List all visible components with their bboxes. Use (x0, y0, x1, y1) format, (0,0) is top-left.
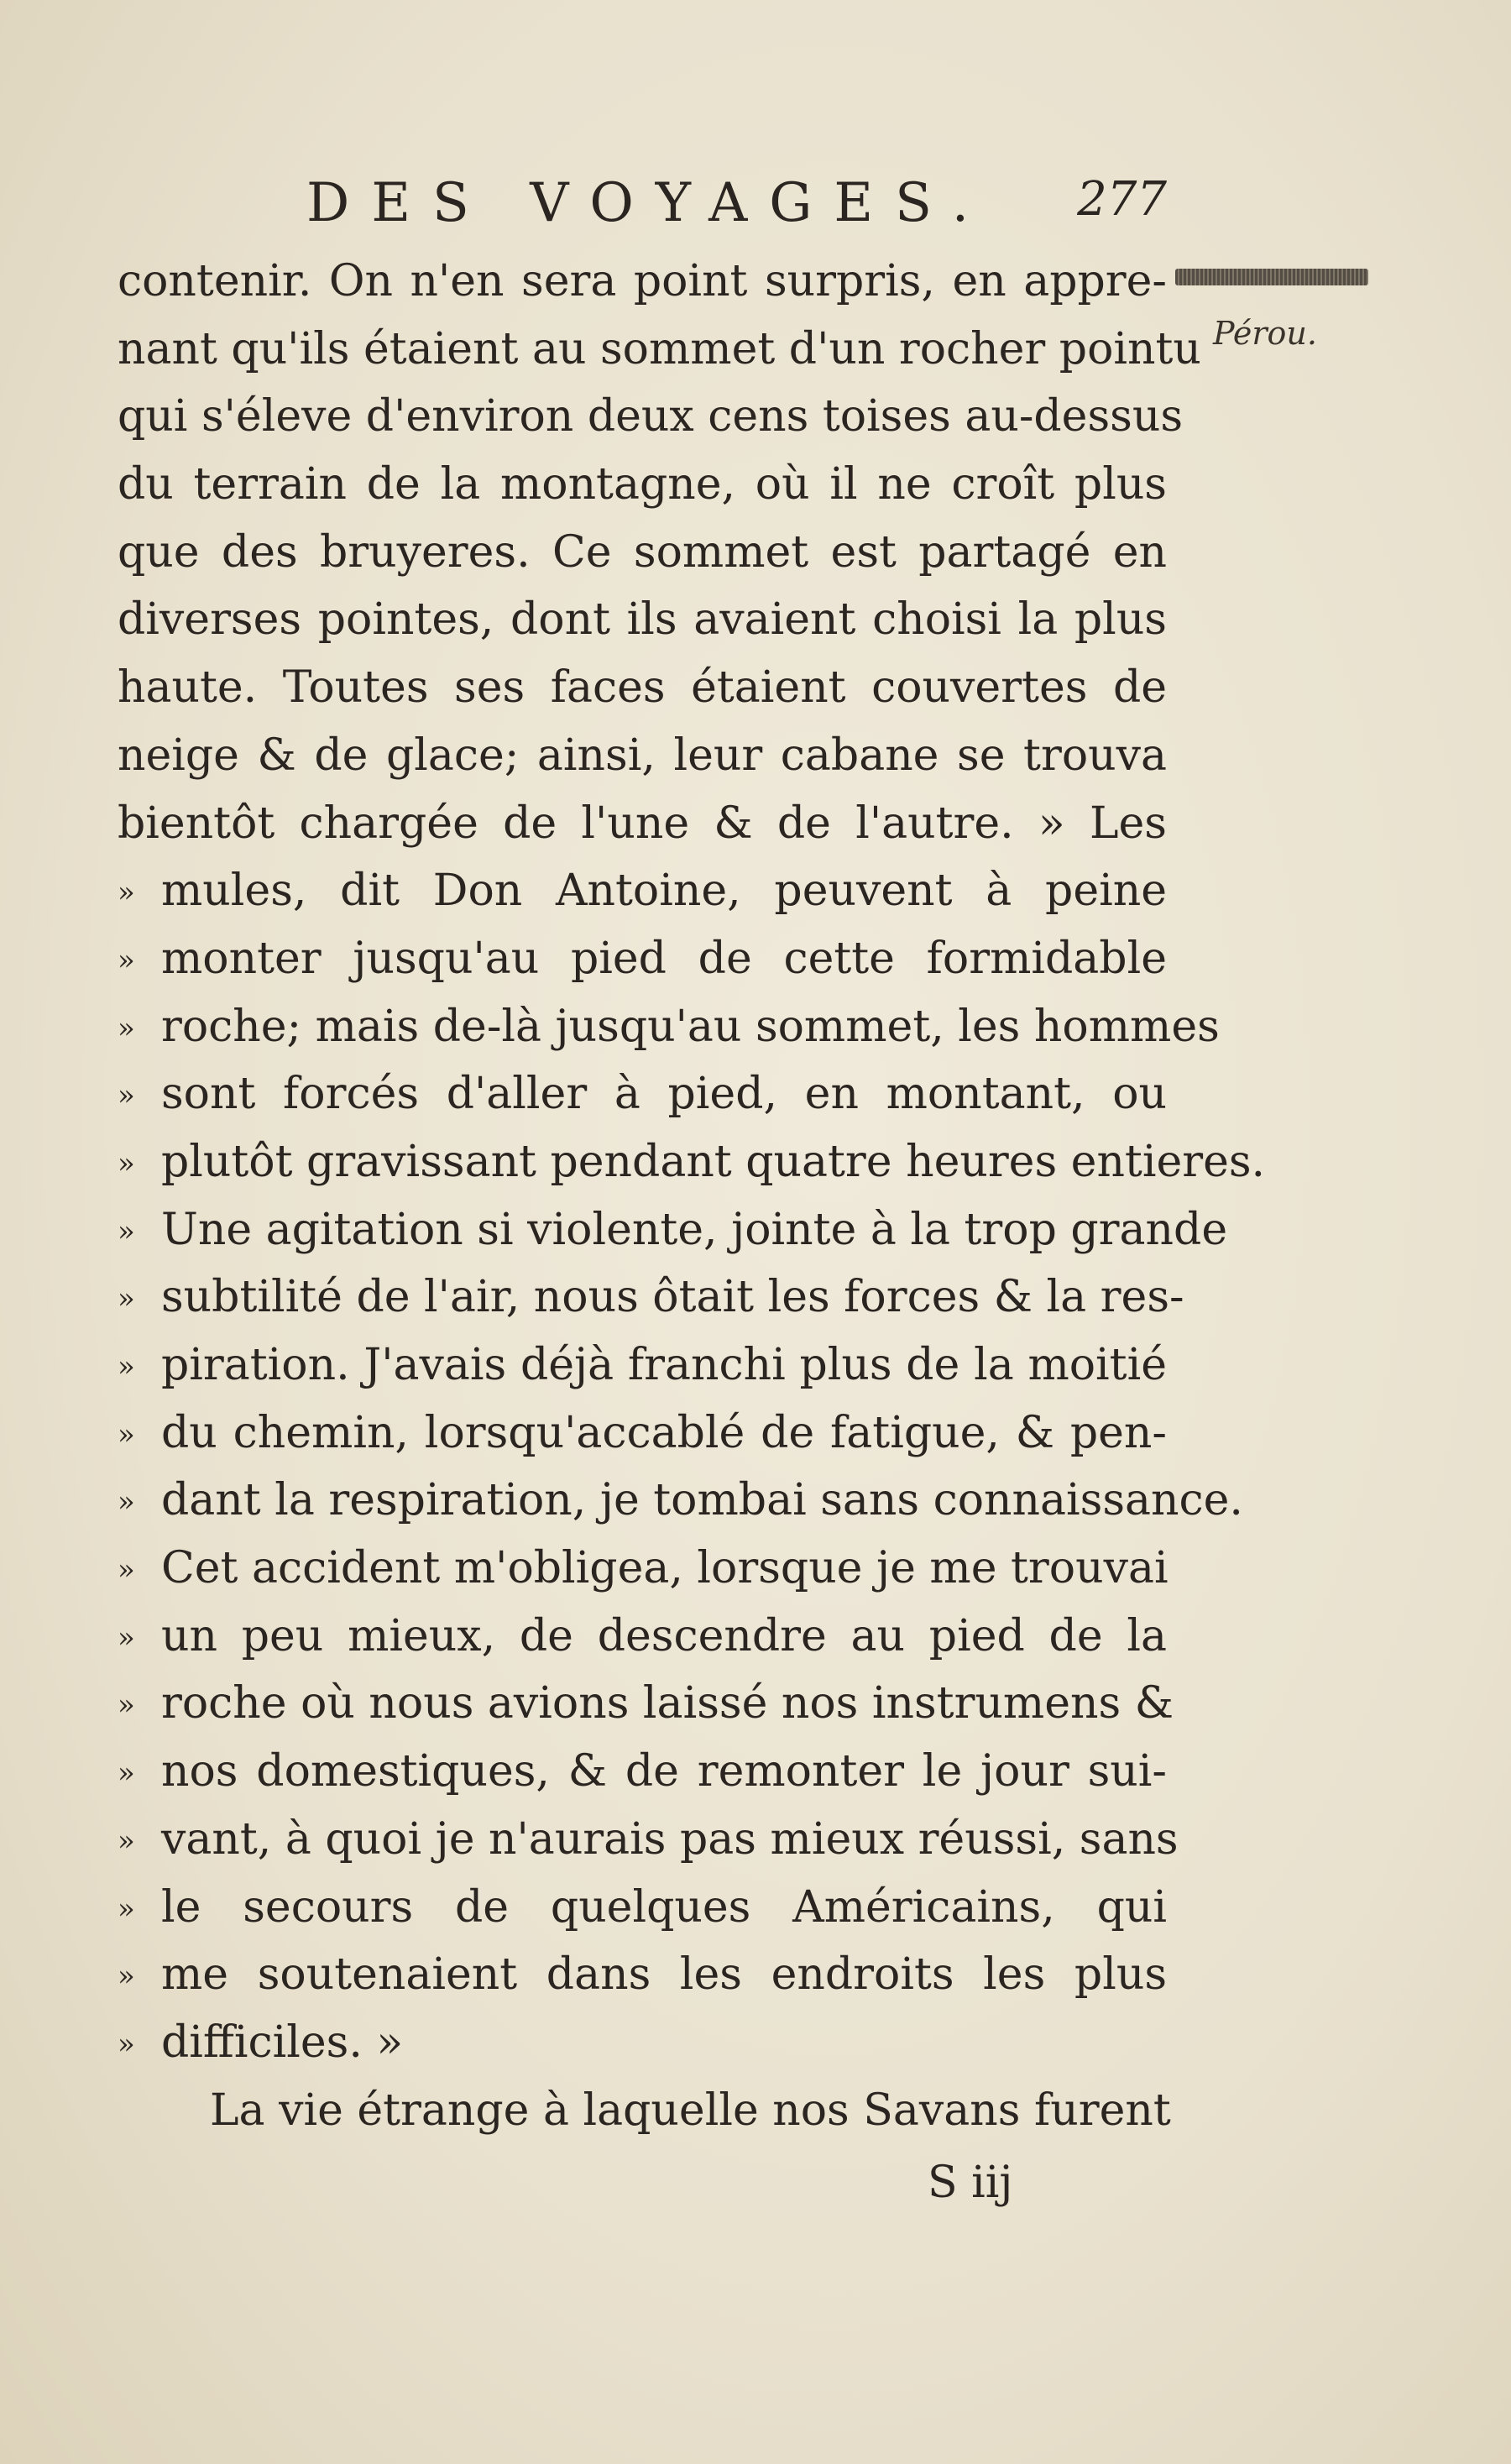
quote-mark: » (118, 1959, 135, 1994)
quote-mark: » (118, 1620, 135, 1655)
quote-mark: » (118, 876, 135, 910)
text-line: que des bruyeres. Ce sommet est partagé en (118, 526, 1167, 578)
text-line: nos domestiques, & de remonter le jour sui- (161, 1746, 1167, 1797)
text-line: mules, dit Don Antoine, peuvent à peine (161, 866, 1167, 917)
text-line: dant la respiration, je tombai sans connaissance. (161, 1475, 1243, 1526)
quoted-line (118, 925, 1167, 993)
quote-mark: » (118, 1079, 135, 1113)
quoted-line (118, 1128, 1266, 1196)
text-line: nant qu'ils étaient au sommet d'un rocher pointu (118, 323, 1201, 374)
text-line: subtilité de l'air, nous ôtait les forces & la res- (161, 1272, 1184, 1323)
quoted-line (118, 2009, 1167, 2077)
quoted-line (118, 1874, 1167, 1942)
running-head: DES VOYAGES. (306, 172, 991, 234)
quoted-line (118, 993, 1220, 1061)
quote-mark: » (118, 1823, 135, 1858)
text-line: Cet accident m'obligea, lorsque je me trouvai (161, 1543, 1169, 1594)
quote-mark: » (118, 1688, 135, 1723)
quoted-line (118, 857, 1167, 925)
text-line: monter jusqu'au pied de cette formidable (161, 933, 1167, 984)
text-line: difficiles. » (161, 2017, 404, 2068)
text-line: du chemin, lorsqu'accablé de fatigue, & pen- (161, 1407, 1167, 1458)
quote-mark: » (118, 1350, 135, 1384)
text-line: haute. Toutes ses faces étaient couvertes de (118, 662, 1167, 714)
quote-mark: » (118, 1553, 135, 1588)
page-header (126, 172, 1167, 234)
text-line: bientôt chargée de l'une & de l'autre. » Les (118, 798, 1167, 849)
margin-note: Pérou. (1213, 315, 1317, 352)
quote-mark: » (118, 1011, 135, 1045)
text-line: un peu mieux, de descendre au pied de la (161, 1610, 1167, 1661)
quoted-line (118, 1806, 1179, 1874)
text-line: neige & de glace; ainsi, leur cabane se trouva (118, 730, 1167, 781)
signature-mark: S iij (928, 2158, 1013, 2208)
text-line: diverses pointes, dont ils avaient choisi la plus (118, 594, 1167, 646)
text-line: piration. J'avais déjà franchi plus de la moitié (161, 1340, 1167, 1390)
quoted-line (118, 1738, 1167, 1806)
text-line: sont forcés d'aller à pied, en montant, ou (161, 1069, 1167, 1120)
quoted-line (118, 1331, 1167, 1399)
text-line: le secours de quelques Américains, qui (161, 1881, 1167, 1933)
quoted-line (118, 1467, 1243, 1535)
text-line: Une agitation si violente, jointe à la trop grande (161, 1204, 1228, 1255)
quote-mark: » (118, 1891, 135, 1926)
margin-ornament-rule (1175, 269, 1368, 285)
quoted-line (118, 1941, 1167, 2009)
text-line: contenir. On n'en sera point surpris, en appre- (118, 256, 1167, 306)
quoted-line (118, 1196, 1228, 1264)
quoted-line (118, 1263, 1184, 1331)
quote-mark: » (118, 1485, 135, 1520)
quoted-line (118, 1670, 1174, 1738)
text-line: roche où nous avions laissé nos instrumens & (161, 1678, 1174, 1729)
quote-mark: » (118, 1756, 135, 1791)
text-line: roche; mais de-là jusqu'au sommet, les hommes (161, 1001, 1220, 1052)
quote-mark: » (118, 1417, 135, 1452)
text-line: du terrain de la montagne, où il ne croît plus (118, 459, 1167, 510)
quoted-line (118, 1603, 1167, 1671)
text-line: plutôt gravissant pendant quatre heures entieres. (161, 1136, 1266, 1187)
text-line: me soutenaient dans les endroits les plus (161, 1949, 1167, 2001)
text-line: vant, à quoi je n'aurais pas mieux réussi, sans (161, 1813, 1179, 1865)
quote-mark: » (118, 1214, 135, 1248)
paragraph-start-line: La vie étrange à laquelle nos Savans furent (210, 2085, 1171, 2136)
page-number: 277 (1077, 172, 1167, 227)
quoted-line (118, 1399, 1167, 1467)
quote-mark: » (118, 1282, 135, 1316)
quote-mark: » (118, 943, 135, 977)
text-line: qui s'éleve d'environ deux cens toises au-dessus (118, 391, 1183, 442)
quoted-line (118, 1535, 1167, 1603)
quote-mark: » (118, 2027, 135, 2061)
quoted-line (118, 1060, 1167, 1128)
quote-mark: » (118, 1146, 135, 1180)
